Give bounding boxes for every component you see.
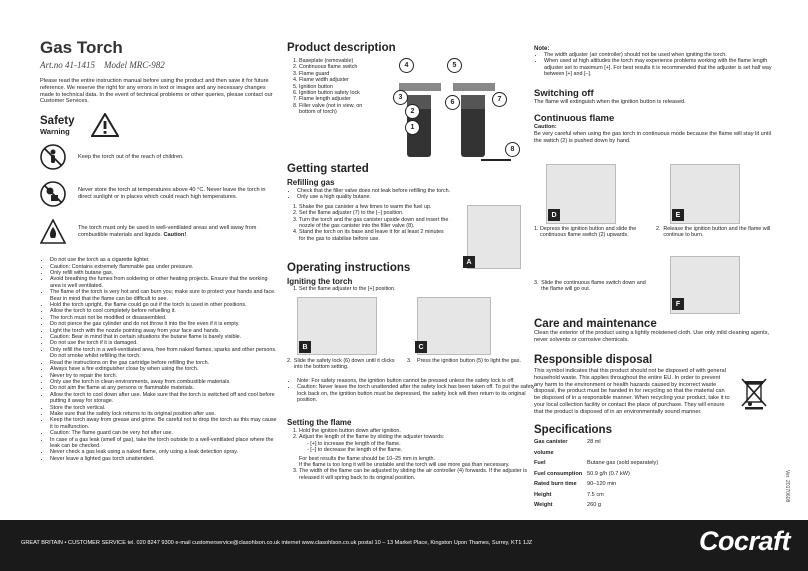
list-item: • Only use the torch in clean environments, away from combustible materials. [50,379,278,385]
safety-text [78,225,278,239]
safety-row [40,173,278,215]
list-item: • The flame of the torch is very hot and can burn you; make sure to protect your hands and face. Bear in mind that the flame can be difficult to see. [50,289,278,302]
list-item: 3. Flame guard [299,71,379,77]
list-item: 2. Continuous flame switch [299,64,379,70]
callout-4: 4 [399,58,414,73]
list-item: - [+] to increase the length of the flame. [307,440,401,447]
operating-title: Operating instructions [287,262,411,274]
product-description-title: Product description [287,42,396,54]
spec-value: 7.5 cm [587,491,604,498]
badge-b: B [299,341,311,353]
refilling-title: Refilling gas [287,178,335,187]
table-row [534,500,772,511]
igniting-section [287,277,529,292]
callout-6: 6 [445,95,460,110]
adjust-minus: [–] to decrease the length of the flame. [310,447,403,454]
list-item: • Note: For safety reasons, the ignition button cannot be pressed unless the safety lock is off. [297,378,535,384]
cont-step-2: 2. Release the ignition button and the flame will continue to burn. [656,226,771,239]
list-item: • When used at high altitudes the torch may experience problems working with the flame length adjuster set to maximum [+]. For best results it is recommended that the adjuster is set half way between [+] and [–]. [544,58,772,77]
list-item: • Never leave a lighted gas torch unattended. [50,456,278,462]
spec-key: Height [534,491,552,498]
continuous-text: Be very careful when using the gas torch in continuous mode because the flame will stay lit until the switch (2) is pushed down by hand. [534,131,771,145]
list-item: • Never try to repair the torch. [50,373,278,379]
list-item: • Do not use the torch if it is damaged. [50,340,278,346]
warning-label: Warning [40,126,70,136]
step-3-text: Press the ignition button (5) to light the gas. [417,358,521,364]
step-2-text: Slide the safety lock (6) down until it clicks into the bottom setting. [293,358,395,371]
spec-table [534,437,772,511]
spec-value: 50.9 g/h (0.7 kW) [587,470,630,477]
badge-e: E [672,209,684,221]
spec-key: Rated burn time [534,481,577,487]
adjust-note-1: For best results the flame should be 10–25 mm in length. [299,455,436,462]
list-item: 3. The width of the flame can be adjusted by sliding the air controller (4) forwards. If the adjuster is released it will spring back to its original position. [299,468,529,481]
column-left [40,0,278,462]
setting-steps [287,428,529,481]
list-item: • Do not aim the flame at any persons or flammable materials. [50,385,278,391]
switching-off-title: Switching off [534,87,594,99]
continuous-caution: Caution: [534,124,557,131]
badge-c: C [415,341,427,353]
list-item: • Make sure that the safety lock returns to its original position after use. [50,411,278,417]
list-item: 7. Flame length adjuster [299,96,379,102]
safety-text-main: The torch must only be used in well-ventilated areas and well away from combustible materials and liquids. [78,225,257,239]
list-item: - [–] to decrease the length of the flame. [307,447,403,454]
parts-list [287,58,379,116]
table-row [534,479,772,490]
getting-started-title: Getting started [287,163,369,175]
list-item: • Allow the torch to cool down after use. Make sure that the torch is switched off and cool before putting it away for storage. [50,392,278,405]
list-item: • Allow the torch to cool completely before refuelling it. [50,308,278,314]
column-middle [287,0,535,481]
badge-f: F [672,298,684,310]
safety-bullet-list [40,257,278,462]
photo-ignition [417,297,491,355]
art-no: Art.no 41-1415 [40,60,95,70]
note-section [534,46,772,78]
callout-8: 8 [505,142,520,157]
spec-value: Butane gas (sold separately) [587,460,659,466]
flammable-icon [40,219,66,245]
list-item: 5. Ignition button [299,84,379,90]
step-2: 2. Slide the safety lock (6) down until it clicks into the bottom setting. [287,358,402,371]
list-item: • Caution: Bear in mind that in certain situations the butane flame is barely visible. [50,334,278,340]
model-no: Model MRC-982 [104,60,165,70]
list-item: • Read the instructions on the gas cartridge before refilling the torch. [50,360,278,366]
disposal-text: This symbol indicates that this product should not be disposed of with general household waste. This applies throughout the entire EU. In order to prevent any harm to the environment or health hazards caused by incorrect waste disposal, the product must be handed in for recycling so that the material can be disposed of in a responsible manner. When recycling your product, take it to your local collection facility or contact the place of purchase. They will ensure that the product is disposed of in an environmentally sound manner. [534,368,730,415]
list-item: • Only use a high quality butane. [297,194,529,200]
note-bullets [534,52,772,78]
list-item: 1. Set the flame adjuster to the [+] position. [299,286,529,292]
list-item: • The torch must not be modified or disassembled. [50,315,278,321]
disposal-title: Responsible disposal [534,354,653,366]
list-item: • Only refill the torch in a well-ventilated area, free from naked flames, sparks and other persons. Do not smoke whilst refilling the torch. [50,347,278,360]
adjust-note-2: If the flame is too long it will be unstable and the torch will use more gas than necessary. [299,462,510,469]
cont-step-1-text: Depress the ignition button and slide the continuous flame switch (2) upwards. [540,226,637,239]
no-children-icon [40,144,66,170]
operating-notes [287,378,535,404]
setting-step-2-text: Adjust the length of the flame by sliding the adjuster towards: [299,434,445,441]
note-label: Note: [534,46,550,52]
list-item: • Check that the filler valve does not leak before refilling the torch. [297,188,529,194]
list-item: • The width adjuster (air controller) should not be used when igniting the torch. [544,52,772,58]
safety-row [40,215,278,249]
list-item: • Avoid breathing the fumes from soldering or other heating projects. Ensure that the working area is well ventilated. [50,276,278,289]
safety-title: Safety [40,114,75,127]
list-item: • Light the torch with the nozzle pointing away from your face and hands. [50,328,278,334]
no-sun-icon [40,181,66,207]
spec-value: 28 ml [587,439,601,445]
list-item [299,434,529,468]
step-3: 3. Press the ignition button (5) to light the gas. [407,358,521,364]
caution-strong: Caution! [163,232,187,239]
refill-bullets [287,188,529,201]
wheelie-bin-crossed-icon [740,376,768,410]
safety-rows [40,141,278,249]
list-item: 1. Baseplate (removable) [299,58,379,64]
list-item: • In case of a gas leak (smell of gas), take the torch outside to a well-ventilated place where the leak can be checked. [50,437,278,450]
list-item: • Caution: Contains extremely flammable gas under pressure. [50,264,278,270]
list-item: 4. Flame width adjuster [299,77,379,83]
igniting-step-1 [287,286,529,292]
list-item: • Caution: Never leave the torch unattended after the safety lock has been taken off. To put the safety lock back on, the ignition button must be depressed, the safety lock will then return to its original position. [297,384,535,403]
setting-title: Setting the flame [287,418,352,427]
photo-refill [467,205,521,269]
callout-7: 7 [492,92,507,107]
setting-flame-section [287,418,529,481]
spec-value: 90–120 min [587,481,617,487]
disposal-section [534,354,772,416]
safety-text: Keep the torch out of the reach of children. [78,153,184,160]
safety-row [40,141,278,173]
table-row [534,437,772,458]
list-item: • Caution: The flame guard can be very hot after use. [50,430,278,436]
list-item: 1. Shake the gas canister a few times to warm the fuel up. [299,204,449,210]
article-number [40,60,278,70]
list-item: • Do not pierce the gas cylinder and do not throw it into the fire even if it is empty. [50,321,278,327]
adjust-options [299,441,529,454]
spec-key: Weight [534,502,553,508]
adjust-plus: [+] to increase the length of the flame. [310,440,401,447]
list-item: • Hold the torch upright, the flame could go out if the torch is used in other positions. [50,302,278,308]
table-row [534,490,772,501]
care-title: Care and maintenance [534,318,657,330]
callout-3: 3 [393,90,408,105]
table-row [534,469,772,480]
badge-d: D [548,209,560,221]
safety-text: Never store the torch at temperatures above 40 °C. Never leave the torch in direct sunlight or in places which could reach high temperatures. [78,187,266,201]
list-item: • Store the torch vertical. [50,405,278,411]
list-item: 2. Set the flame adjuster (7) to the [–] position. [299,210,449,216]
safety-header [40,113,278,137]
igniting-title: Igniting the torch [287,277,353,286]
list-item: 3. Turn the torch and the gas canister upside down and insert the nozzle of the gas canister into the filler valve (8). [299,217,449,230]
refill-steps [287,204,449,242]
page-title: Gas Torch [40,38,123,57]
intro-text: Please read the entire instruction manual before using the product and then save it for future reference. We reserve the right for any errors in text or images and any necessary changes made to technical data. In the event of technical problems or other queries, please contact our Customer Services. [40,78,273,105]
care-section [534,318,772,344]
specifications-section [534,424,772,511]
brand-logo: Cocraft [698,526,790,556]
spec-title: Specifications [534,424,612,436]
spec-key: Fuel consumption [534,470,583,477]
spec-key: Gas canister volume [534,439,568,456]
cont-step-3: 3. Slide the continuous flame switch down and the flame will go out. [534,280,652,293]
spec-value: 260 g [587,502,601,508]
list-item: • Never check a gas leak using a naked flame, only using a leak detection spray. [50,449,278,455]
table-row [534,458,772,469]
list-item: 1. Hold the ignition button down after ignition. [299,428,529,434]
badge-a: A [463,256,475,268]
column-right [534,0,772,508]
warning-triangle-icon [91,113,119,137]
list-item: • Do not use the torch as a cigarette lighter. [50,257,278,263]
callout-2: 2 [405,104,420,119]
list-item: • Keep the torch away from grease and grime. Be careful not to drop the torch as this may cause it to malfunction. [50,417,278,430]
care-text: Clean the exterior of the product using a lightly moistened cloth. Use only mild cleaning agents, never solvents or corrosive chemicals. [534,330,770,343]
list-item: • Only refill with butane gas. [50,270,278,276]
list-item: 6. Ignition button safety lock [299,90,379,96]
cont-step-3-text: Slide the continuous flame switch down and the flame will go out. [541,280,646,293]
list-item: 4. Stand the torch on its base and leave it for at least 2 minutes for the gas to stabilise before use. [299,229,449,242]
footer-contact: GREAT BRITAIN • CUSTOMER SERVICE tel. 020 8247 9300 e-mail customerservice@clasohlson.co.uk internet www.clasohlson.co.uk postal 10 – 13 Market Place, Kingston Upon Thames, Surrey, KT1 1JZ [21,540,533,546]
list-item: • Always have a fire extinguisher close by when using the torch. [50,366,278,372]
footer [0,520,808,571]
callout-1: 1 [405,120,420,135]
continuous-title: Continuous flame [534,113,615,125]
cont-step-1: 1. Depress the ignition button and slide the continuous flame switch (2) upwards. [534,226,652,239]
spec-key: Fuel [534,460,546,466]
cont-step-2-text: Release the ignition button and the flame will continue to burn. [663,226,771,239]
callout-5: 5 [447,58,462,73]
switching-off-text: The flame will extinguish when the ignition button is released. [534,98,686,105]
version-label: Ver. 20170608 [784,470,790,503]
list-item: 8. Filler valve (not in view, on bottom of torch) [299,103,379,116]
